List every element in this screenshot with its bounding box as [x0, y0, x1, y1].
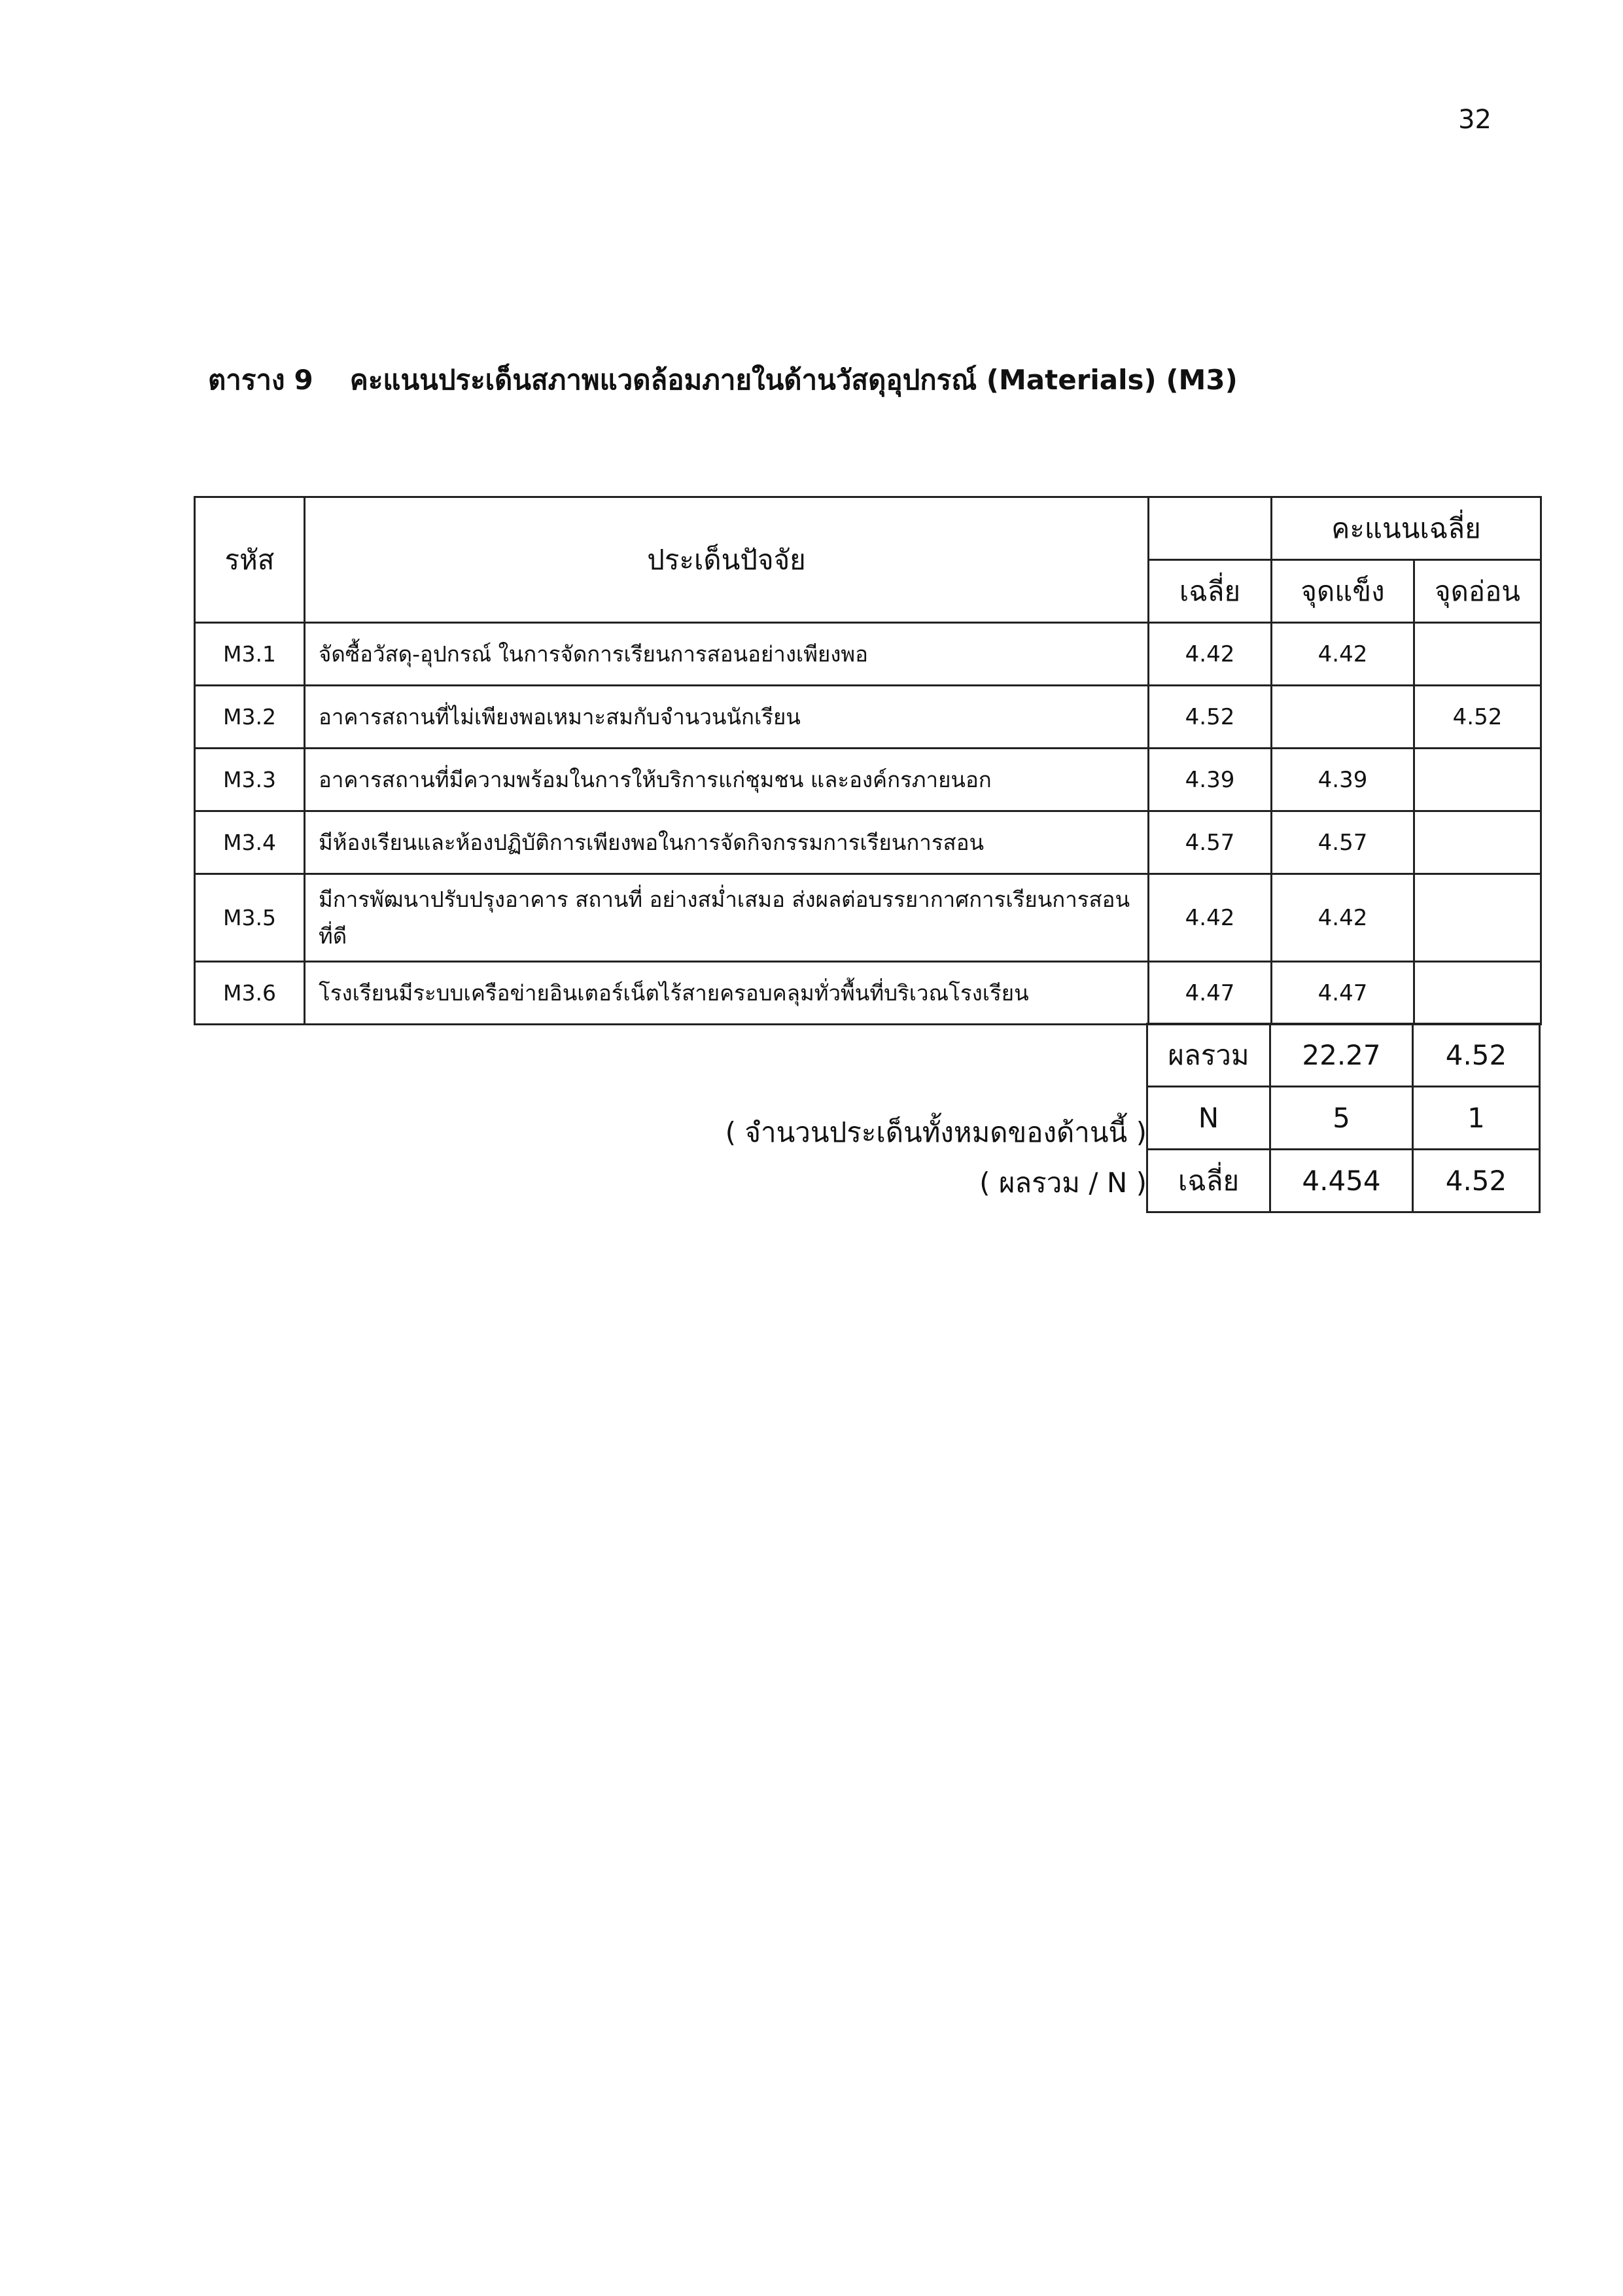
materials-score-table: [194, 496, 1542, 1025]
summary-weakness: 4.52: [1413, 1150, 1540, 1212]
row-code: M3.2: [195, 686, 305, 749]
row-mean: 4.42: [1149, 623, 1272, 686]
table-title-number: 9: [294, 364, 313, 396]
summary-row-count: [1147, 1087, 1540, 1150]
summary-mean-caption: ( ผลรวม / N ): [979, 1167, 1147, 1199]
summary-table: [1146, 1023, 1541, 1213]
row-strength: 4.42: [1272, 874, 1414, 962]
row-mean: 4.47: [1149, 962, 1272, 1025]
summary-row-total: [1147, 1024, 1540, 1087]
row-description: มีการพัฒนาปรับปรุงอาคาร สถานที่ อย่างสม่ำเสมอ ส่งผลต่อบรรยากาศการเรียนการสอนที่ดี: [305, 874, 1149, 962]
row-description: จัดซื้อวัสดุ-อุปกรณ์ ในการจัดการเรียนการสอนอย่างเพียงพอ: [305, 623, 1149, 686]
row-description: โรงเรียนมีระบบเครือข่ายอินเตอร์เน็ตไร้สายครอบคลุมทั่วพื้นที่บริเวณโรงเรียน: [305, 962, 1149, 1025]
row-weakness: 4.52: [1414, 686, 1541, 749]
row-strength: 4.39: [1272, 749, 1414, 811]
table-title-label: ตาราง: [208, 364, 285, 396]
table-row: [195, 962, 1541, 1025]
table-row: [195, 623, 1541, 686]
row-code: M3.4: [195, 811, 305, 874]
summary-label: ผลรวม: [1147, 1024, 1270, 1087]
summary-label: N: [1147, 1087, 1270, 1150]
row-description: มีห้องเรียนและห้องปฏิบัติการเพียงพอในการจัดกิจกรรมการเรียนการสอน: [305, 811, 1149, 874]
row-code: M3.5: [195, 874, 305, 962]
header-factor: ประเด็นปัจจัย: [305, 497, 1149, 623]
row-code: M3.6: [195, 962, 305, 1025]
row-strength: 4.42: [1272, 623, 1414, 686]
row-description: อาคารสถานที่ไม่เพียงพอเหมาะสมกับจำนวนนักเรียน: [305, 686, 1149, 749]
table-title-text: คะแนนประเด็นสภาพแวดล้อมภายในด้านวัสดุอุปกรณ์ (Materials) (M3): [349, 364, 1238, 396]
row-description: อาคารสถานที่มีความพร้อมในการให้บริการแก่ชุมชน และองค์กรภายนอก: [305, 749, 1149, 811]
row-mean: 4.42: [1149, 874, 1272, 962]
row-weakness: [1414, 623, 1541, 686]
summary-strength: 22.27: [1270, 1024, 1413, 1087]
header-mean: เฉลี่ย: [1149, 560, 1272, 623]
row-weakness: [1414, 811, 1541, 874]
summary-weakness: 4.52: [1413, 1024, 1540, 1087]
summary-row-mean: [1147, 1150, 1540, 1212]
table-row: [195, 749, 1541, 811]
row-weakness: [1414, 749, 1541, 811]
header-code: รหัส: [195, 497, 305, 623]
header-strength: จุดแข็ง: [1272, 560, 1414, 623]
header-empty-cell: [1149, 497, 1272, 560]
header-row: [195, 497, 1541, 560]
summary-label: เฉลี่ย: [1147, 1150, 1270, 1212]
row-mean: 4.57: [1149, 811, 1272, 874]
row-strength: 4.57: [1272, 811, 1414, 874]
summary-weakness: 1: [1413, 1087, 1540, 1150]
row-weakness: [1414, 962, 1541, 1025]
row-code: M3.1: [195, 623, 305, 686]
summary-strength: 5: [1270, 1087, 1413, 1150]
row-strength: [1272, 686, 1414, 749]
page-number: 32: [1458, 105, 1492, 135]
summary-count-caption: ( จำนวนประเด็นทั้งหมดของด้านนี้ ): [725, 1116, 1147, 1148]
header-score-group: คะแนนเฉลี่ย: [1272, 497, 1541, 560]
table-title: [208, 359, 1238, 402]
row-mean: 4.39: [1149, 749, 1272, 811]
table-row: [195, 686, 1541, 749]
row-code: M3.3: [195, 749, 305, 811]
row-strength: 4.47: [1272, 962, 1414, 1025]
header-weakness: จุดอ่อน: [1414, 560, 1541, 623]
summary-strength: 4.454: [1270, 1150, 1413, 1212]
row-mean: 4.52: [1149, 686, 1272, 749]
row-weakness: [1414, 874, 1541, 962]
table-row: [195, 811, 1541, 874]
table-row: [195, 874, 1541, 962]
